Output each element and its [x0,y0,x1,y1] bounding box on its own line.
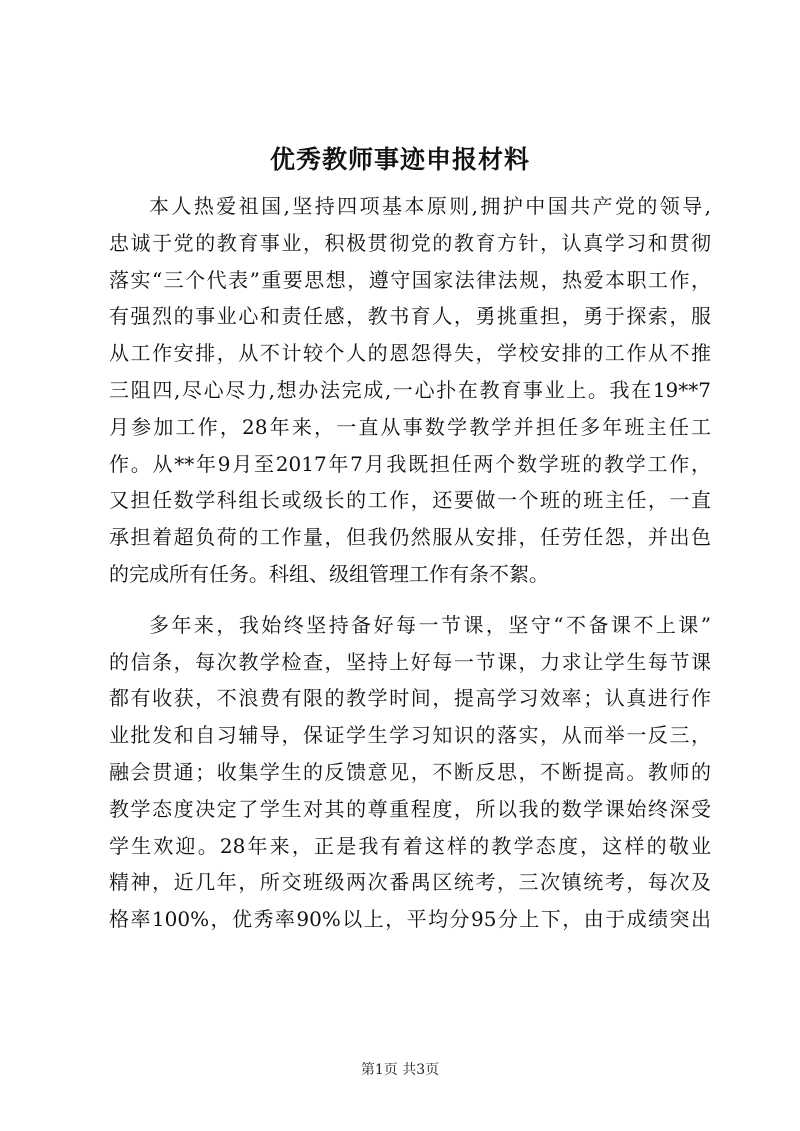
text-line: 融会贯通；收集学生的反馈意见，不断反思，不断提高。教师的 [109,759,711,784]
text-line: 从工作安排，从不计较个人的恩怨得失，学校安排的工作从不推 [109,341,711,366]
paragraph [109,607,711,938]
text-line: 业批发和自习辅导，保证学生学习知识的落实，从而举一反三， [109,723,711,748]
text-line: 教学态度决定了学生对其的尊重程度，所以我的数学课始终深受 [109,796,711,821]
text-line: 月参加工作，28年来，一直从事数学教学并担任多年班主任工 [109,414,711,439]
document-title: 优秀教师事迹申报材料 [269,145,530,174]
text-line: 忠诚于党的教育事业，积极贯彻党的教育方针，认真学习和贯彻 [109,230,711,255]
text-line: 又担任数学科组长或级长的工作，还要做一个班的班主任，一直 [109,488,711,513]
text-line: 有强烈的事业心和责任感，教书育人，勇挑重担，勇于探索，服 [109,304,711,329]
text-line: 多年来，我始终坚持备好每一节课，坚守“不备课不上课” [149,612,711,637]
paragraph [109,188,711,593]
document-body [109,188,711,938]
text-line: 本人热爱祖国,坚持四项基本原则,拥护中国共产党的领导, [149,194,711,218]
page-footer: 第1页 共3页 [360,1062,440,1078]
text-line: 精神，近几年，所交班级两次番禺区统考，三次镇统考，每次及 [109,870,711,895]
text-line: 的信条，每次教学检查，坚持上好每一节课，力求让学生每节课 [109,649,711,674]
text-line: 三阻四,尽心尽力,想办法完成,一心扑在教育事业上。我在19**7 [109,377,711,402]
text-line: 作。从**年9月至2017年7月我既担任两个数学班的教学工作， [109,451,711,476]
text-line: 落实“三个代表”重要思想，遵守国家法律法规，热爱本职工作， [109,267,711,292]
text-line: 承担着超负荷的工作量，但我仍然服从安排，任劳任怨，并出色 [109,525,711,550]
text-line: 学生欢迎。28年来，正是我有着这样的教学态度，这样的敬业 [109,833,711,858]
text-line: 都有收获，不浪费有限的教学时间，提高学习效率；认真进行作 [109,686,711,711]
text-line: 的完成所有任务。科组、级组管理工作有条不絮。 [109,561,549,586]
paragraph-spacer [109,593,711,607]
text-line: 格率100%，优秀率90%以上，平均分95分上下，由于成绩突出 [109,907,711,932]
